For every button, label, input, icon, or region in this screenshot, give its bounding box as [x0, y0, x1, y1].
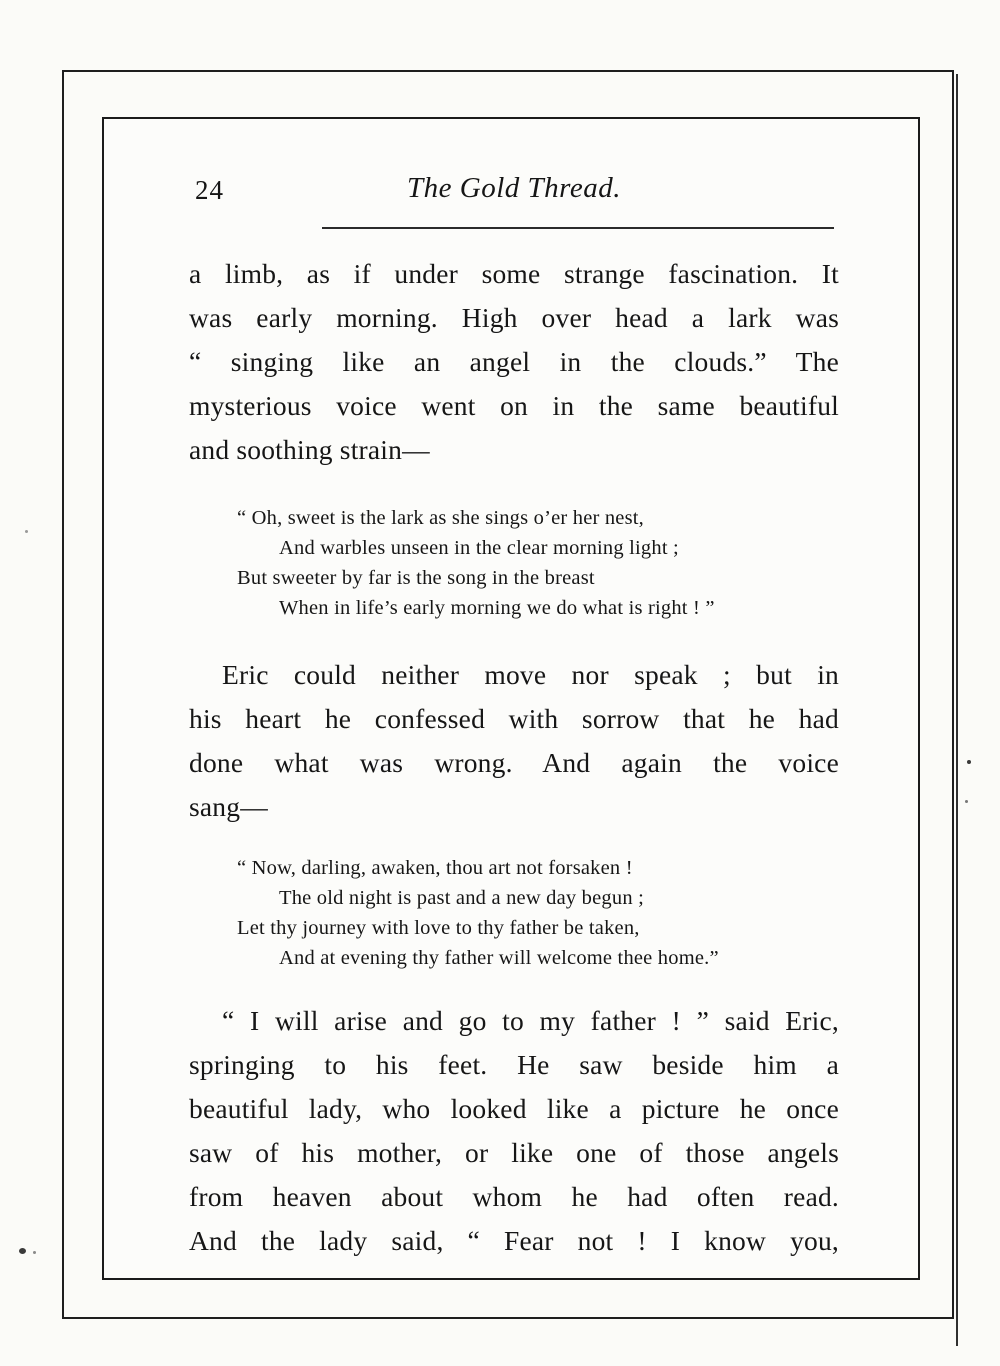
scan-speck	[33, 1251, 36, 1254]
text-line: “ I will arise and go to my father ! ” said Eric,	[222, 1005, 839, 1036]
scan-speck	[965, 800, 968, 803]
paragraph	[189, 252, 839, 472]
page-outer-border	[62, 70, 954, 1319]
text-line: beautiful lady, who looked like a picture he once	[189, 1093, 839, 1124]
text-line: sang—	[189, 791, 268, 822]
text-line: “ singing like an angel in the clouds.” The	[189, 346, 839, 377]
page-title: The Gold Thread.	[407, 172, 621, 204]
page-number: 24	[195, 175, 224, 205]
text-line: his heart he confessed with sorrow that he had	[189, 703, 839, 734]
page-header	[189, 172, 839, 204]
scan-speck	[19, 1248, 26, 1254]
page-edge-line	[956, 74, 958, 1346]
text-line: was early morning. High over head a lark was	[189, 302, 839, 333]
verse-line: “ Now, darling, awaken, thou art not forsaken !	[237, 857, 633, 879]
text-line: and soothing strain—	[189, 434, 430, 465]
verse-line: And at evening thy father will welcome thee home.”	[279, 947, 719, 969]
verse-line: When in life’s early morning we do what is right ! ”	[279, 597, 715, 619]
text-line: from heaven about whom he had often read.	[189, 1181, 839, 1212]
text-line: a limb, as if under some strange fascination. It	[189, 258, 839, 289]
text-block	[189, 172, 839, 1263]
verse-line: And warbles unseen in the clear morning light ;	[279, 537, 679, 559]
text-line: springing to his feet. He saw beside him a	[189, 1049, 839, 1080]
text-line: done what was wrong. And again the voice	[189, 747, 839, 778]
text-line: And the lady said, “ Fear not ! I know you,	[189, 1225, 839, 1256]
verse-block	[237, 503, 839, 623]
paragraph	[189, 999, 839, 1263]
text-line: saw of his mother, or like one of those angels	[189, 1137, 839, 1168]
page-inner-border	[102, 117, 920, 1280]
scan-speck	[25, 530, 28, 533]
verse-line: “ Oh, sweet is the lark as she sings o’er her nest,	[237, 507, 644, 529]
verse-line: The old night is past and a new day begun ;	[279, 887, 644, 909]
text-line: mysterious voice went on in the same beautiful	[189, 390, 839, 421]
verse-line: Let thy journey with love to thy father be taken,	[237, 917, 640, 939]
scan-speck	[967, 760, 971, 764]
header-rule	[322, 227, 834, 229]
paragraph	[189, 653, 839, 829]
verse-block	[237, 853, 839, 973]
text-line: Eric could neither move nor speak ; but in	[222, 659, 839, 690]
verse-line: But sweeter by far is the song in the breast	[237, 567, 595, 589]
